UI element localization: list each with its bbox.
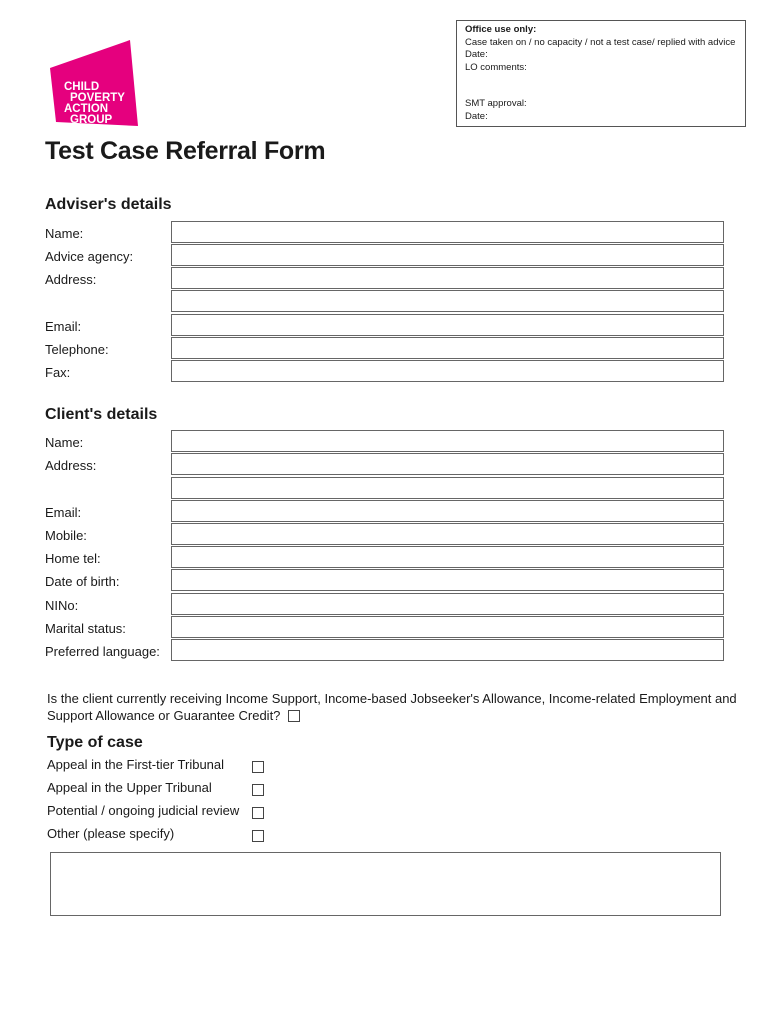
client-mobile-label: Mobile: — [45, 528, 87, 543]
adviser-telephone-field[interactable] — [171, 337, 724, 359]
logo-line-group: GROUP — [70, 114, 113, 126]
client-language-label: Preferred language: — [45, 644, 160, 659]
other-specify-textarea[interactable] — [50, 852, 721, 916]
adviser-address-label: Address: — [45, 272, 97, 287]
logo-line-child: CHILD — [64, 81, 100, 93]
adviser-telephone-label: Telephone: — [45, 342, 109, 357]
adviser-address-field-1[interactable] — [171, 267, 724, 289]
adviser-fax-label: Fax: — [45, 365, 71, 380]
benefits-question-text: Is the client currently receiving Income Support, Income-based Jobseeker's Allowance, Income-related Employment and Support Allowance or Guarantee Credit? — [47, 691, 737, 723]
client-nino-label: NINo: — [45, 598, 79, 613]
case-option-other-checkbox[interactable] — [252, 830, 264, 842]
client-address-label: Address: — [45, 458, 97, 473]
adviser-email-label: Email: — [45, 319, 82, 334]
client-address-field-2[interactable] — [171, 477, 724, 499]
adviser-name-field[interactable] — [171, 221, 724, 243]
adviser-address-field-2[interactable] — [171, 290, 724, 312]
office-line-case: Case taken on / no capacity / not a test case/ replied with advice — [465, 36, 736, 48]
client-name-field[interactable] — [171, 430, 724, 452]
office-line-date2: Date: — [465, 110, 488, 122]
client-dob-label: Date of birth: — [45, 574, 120, 589]
client-hometel-label: Home tel: — [45, 551, 101, 566]
client-address-field-1[interactable] — [171, 453, 724, 475]
client-mobile-field[interactable] — [171, 523, 724, 545]
client-dob-field[interactable] — [171, 569, 724, 591]
case-option-other-label: Other (please specify) — [47, 826, 175, 841]
client-hometel-field[interactable] — [171, 546, 724, 568]
case-option-first-tier-checkbox[interactable] — [252, 761, 264, 773]
adviser-agency-label: Advice agency: — [45, 249, 134, 264]
client-heading: Client's details — [45, 406, 158, 423]
client-language-field[interactable] — [171, 639, 724, 661]
case-option-upper-tribunal-checkbox[interactable] — [252, 784, 264, 796]
client-marital-field[interactable] — [171, 616, 724, 638]
logo-line-poverty: POVERTY — [70, 92, 125, 104]
client-email-field[interactable] — [171, 500, 724, 522]
page-title: Test Case Referral Form — [45, 137, 326, 165]
case-option-judicial-review-checkbox[interactable] — [252, 807, 264, 819]
case-type-heading: Type of case — [47, 734, 143, 751]
case-option-judicial-review-label: Potential / ongoing judicial review — [47, 803, 240, 818]
office-use-box — [456, 20, 746, 127]
logo-line-action: ACTION — [64, 103, 109, 115]
benefits-checkbox[interactable] — [288, 710, 300, 722]
adviser-agency-field[interactable] — [171, 244, 724, 266]
benefits-question — [47, 690, 747, 724]
office-line-lo-comments: LO comments: — [465, 61, 527, 73]
case-option-first-tier-label: Appeal in the First-tier Tribunal — [47, 757, 225, 772]
office-line-date: Date: — [465, 49, 488, 60]
client-email-label: Email: — [45, 505, 82, 520]
adviser-name-label: Name: — [45, 226, 84, 241]
adviser-email-field[interactable] — [171, 314, 724, 336]
office-heading: Office use only: — [465, 24, 537, 35]
case-option-upper-tribunal-label: Appeal in the Upper Tribunal — [47, 780, 212, 795]
cpag-logo — [44, 40, 142, 126]
client-name-label: Name: — [45, 435, 84, 450]
client-nino-field[interactable] — [171, 593, 724, 615]
adviser-heading: Adviser's details — [45, 196, 172, 213]
client-marital-label: Marital status: — [45, 621, 126, 636]
adviser-fax-field[interactable] — [171, 360, 724, 382]
office-line-smt: SMT approval: — [465, 98, 527, 109]
